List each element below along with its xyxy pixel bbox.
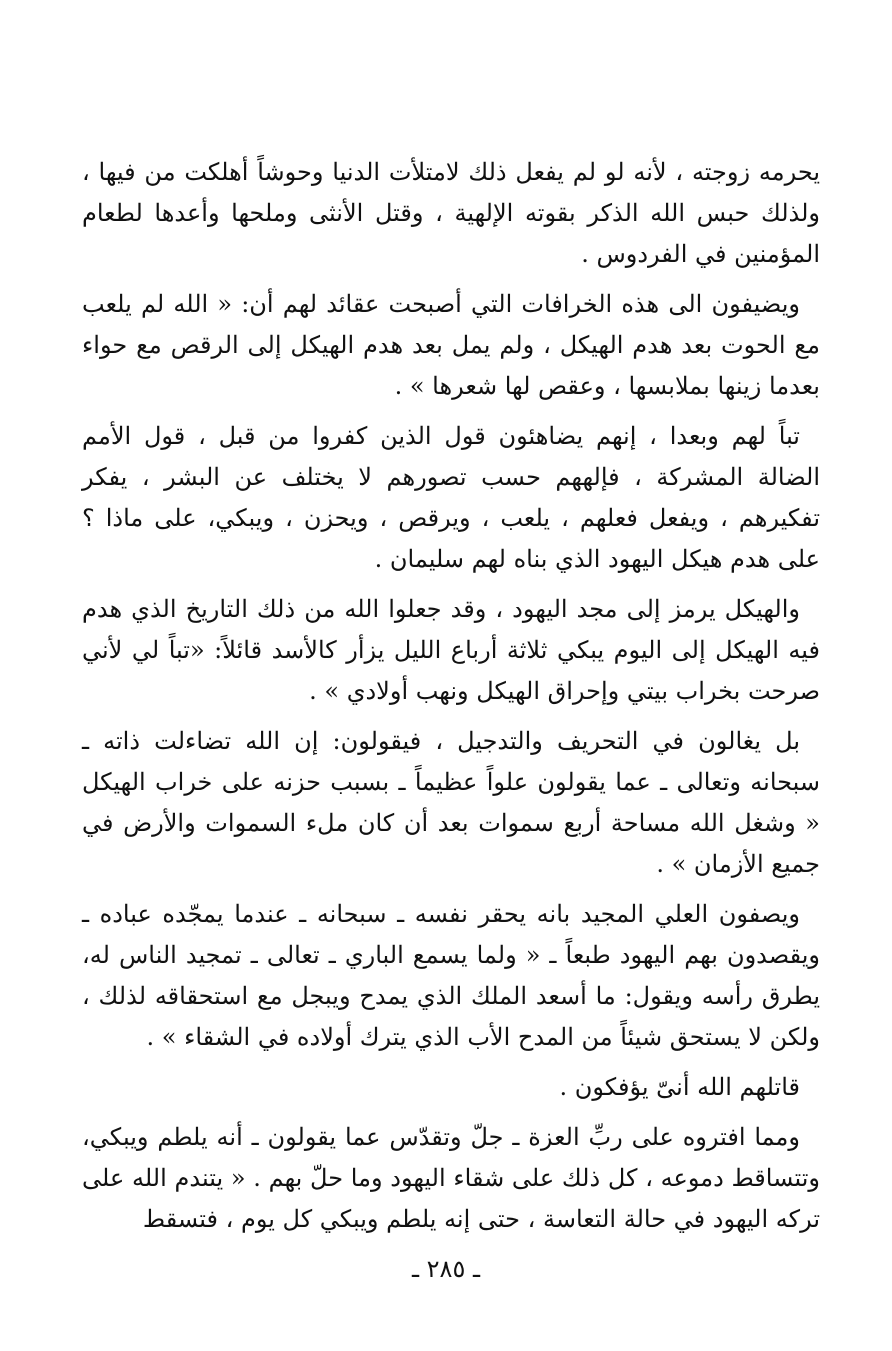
paragraph-2: ويضيفون الى هذه الخرافات التي أصبحت عقائد لهم أن: « الله لم يلعب مع الحوت بعد هدم الهيكل ، ولم يمل بعد هدم الهيكل إلى الرقص مع حواء بعدما زينها بملابسها ، وعقص لها شعرها » .	[82, 290, 820, 400]
paragraph-4: والهيكل يرمز إلى مجد اليهود ، وقد جعلوا الله من ذلك التاريخ الذي هدم فيه الهيكل إلى اليوم يبكي ثلاثة أرباع الليل يزأر كالأسد قائلاً: «تباً لي لأني صرحت بخراب بيتي وإحراق الهيكل ونهب أولادي » .	[82, 595, 820, 705]
paragraph-5: بل يغالون في التحريف والتدجيل ، فيقولون: إن الله تضاءلت ذاته ـ سبحانه وتعالى ـ عما يقولون علواً عظيماً ـ بسبب حزنه على خراب الهيكل « وشغل الله مساحة أربع سموات بعد أن كان ملء السموات والأرض في جميع الأزمان » .	[82, 727, 820, 878]
paragraph-1: يحرمه زوجته ، لأنه لو لم يفعل ذلك لامتلأت الدنيا وحوشاً أهلكت من فيها ، ولذلك حبس الله الذكر بقوته الإلهية ، وقتل الأنثى وملحها وأعدها لطعام المؤمنين في الفردوس .	[82, 158, 820, 268]
paragraph-8: ومما افتروه على ربِّ العزة ـ جلّ وتقدّس عما يقولون ـ أنه يلطم ويبكي، وتتساقط دموعه ، كل ذلك على شقاء اليهود وما حلّ بهم . « يتندم الله على تركه اليهود في حالة التعاسة ، حتى إنه يلطم ويبكي كل يوم ، فتسقط	[82, 1123, 820, 1233]
body-text	[82, 152, 820, 1249]
paragraph-6: ويصفون العلي المجيد بانه يحقر نفسه ـ سبحانه ـ عندما يمجّده عباده ـ ويقصدون بهم اليهود طبعاً ـ « ولما يسمع الباري ـ تعالى ـ تمجيد الناس له، يطرق رأسه ويقول: ما أسعد الملك الذي يمدح ويبجل مع استحقاقه لذلك ، ولكن لا يستحق شيئاً من المدح الأب الذي يترك أولاده في الشقاء » .	[82, 900, 820, 1051]
paragraph-7: قاتلهم الله أنىّ يؤفكون .	[559, 1073, 800, 1101]
page-number: ـ ٢٨٥ ـ	[411, 1255, 480, 1283]
paragraph-3: تباً لهم وبعدا ، إنهم يضاهئون قول الذين كفروا من قبل ، قول الأمم الضالة المشركة ، فإلههم حسب تصورهم لا يختلف عن البشر ، يفكر تفكيرهم ، ويفعل فعلهم ، يلعب ، ويرقص ، ويحزن ، ويبكي، على ماذا ؟ على هدم هيكل اليهود الذي بناه لهم سليمان .	[82, 422, 820, 573]
